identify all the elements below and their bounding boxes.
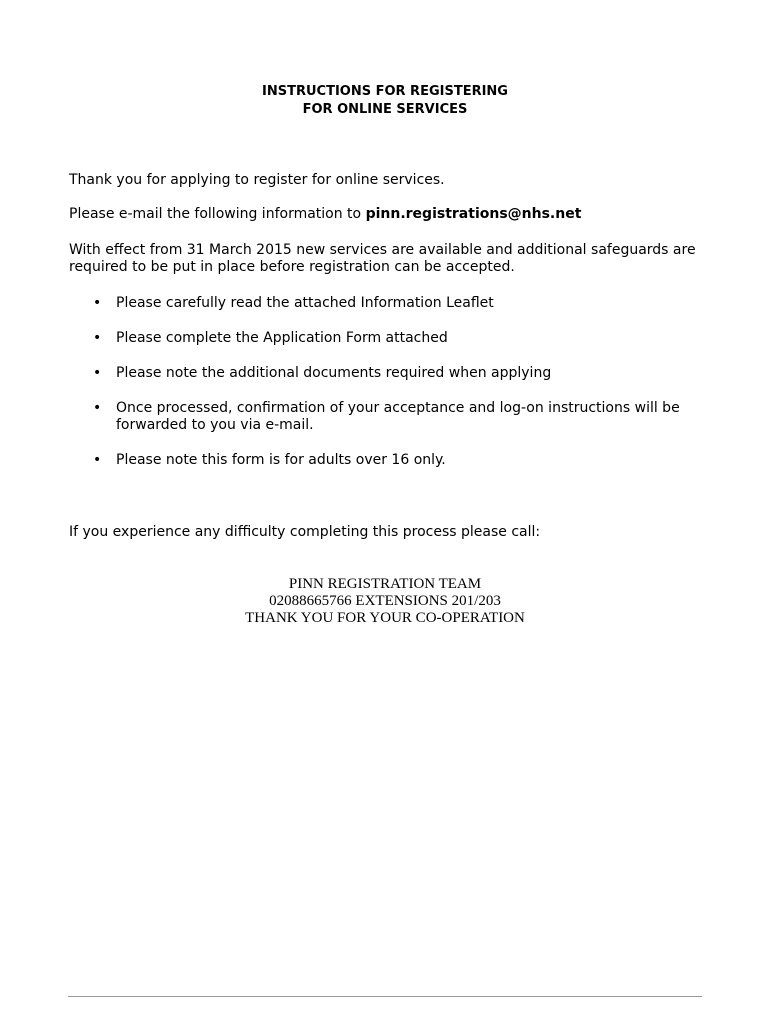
document-title — [0, 83, 770, 119]
list-item-text: Please carefully read the attached Information Leaflet — [116, 295, 494, 311]
email-paragraph — [69, 206, 709, 223]
phone-extensions: 02088665766 EXTENSIONS 201/203 — [269, 593, 501, 609]
list-item-text: Please note this form is for adults over 16 only. — [116, 452, 446, 468]
list-item — [69, 365, 709, 382]
difficulty-paragraph: If you experience any difficulty completing this process please call: — [69, 524, 541, 540]
bullet-icon: • — [93, 452, 102, 468]
list-item — [69, 330, 709, 347]
list-item — [69, 400, 709, 434]
team-name: PINN REGISTRATION TEAM — [288, 576, 482, 592]
email-prefix: Please e-mail the following information to — [69, 206, 366, 222]
list-item-text: Please note the additional documents required when applying — [116, 365, 552, 381]
instruction-list — [69, 295, 709, 487]
list-item-text: Once processed, confirmation of your acceptance and log-on instructions will be forwarded to you via e-mail. — [116, 400, 680, 433]
title-line-1: INSTRUCTIONS FOR REGISTERING — [262, 84, 508, 99]
thanks-paragraph: Thank you for applying to register for online services. — [69, 172, 445, 188]
bullet-icon: • — [93, 365, 102, 381]
bullet-icon: • — [93, 400, 102, 416]
effect-paragraph: With effect from 31 March 2015 new services are available and additional safeguards are required to be put in place before registration can be accepted. — [69, 242, 696, 275]
bullet-icon: • — [93, 295, 102, 311]
contact-block — [0, 576, 770, 627]
list-item — [69, 452, 709, 469]
email-address: pinn.registrations@nhs.net — [365, 206, 582, 222]
list-item — [69, 295, 709, 312]
thank-you-line: THANK YOU FOR YOUR CO-OPERATION — [245, 610, 525, 626]
footer-divider — [68, 996, 702, 997]
title-line-2: FOR ONLINE SERVICES — [302, 102, 468, 117]
bullet-icon: • — [93, 330, 102, 346]
list-item-text: Please complete the Application Form attached — [116, 330, 448, 346]
